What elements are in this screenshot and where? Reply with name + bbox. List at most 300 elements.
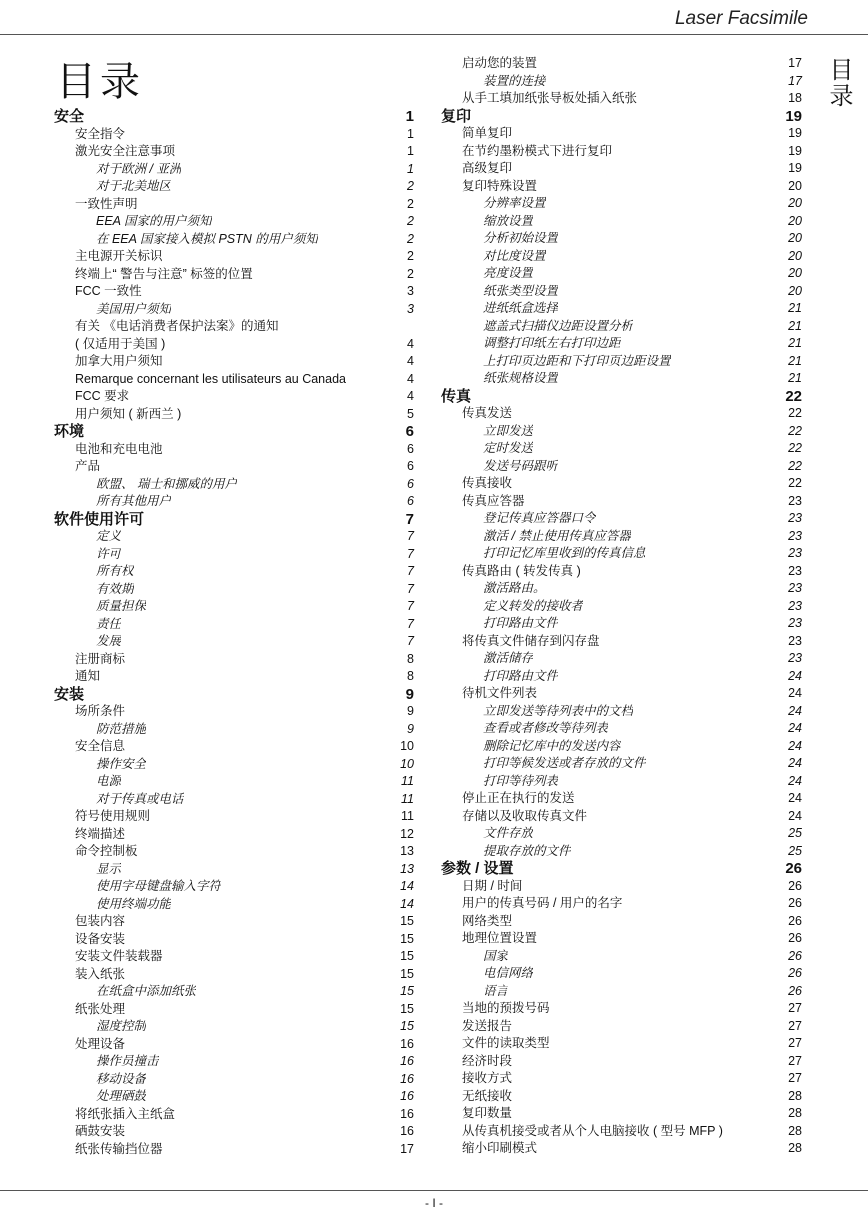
toc-entry-page: 24: [788, 773, 802, 788]
toc-entry[interactable]: [441, 143, 802, 161]
toc-entry-label: EEA 国家的用户须知: [96, 214, 212, 228]
toc-entry-label: 美国用户须知: [96, 301, 172, 316]
toc-entry-label: 查看或者修改等待列表: [483, 721, 609, 735]
toc-entry-label: 对比度设置: [483, 248, 546, 263]
toc-entry-page: 6: [407, 459, 414, 473]
toc-entry-page: 11: [401, 791, 414, 806]
toc-entry[interactable]: [54, 441, 414, 459]
toc-entry-page: 16: [400, 1036, 414, 1051]
toc-entry-label: 处理设备: [75, 1036, 126, 1051]
toc-entry-page: 19: [785, 107, 802, 125]
toc-entry-label: 装入纸张: [75, 966, 126, 981]
toc-entry-label: 电信网络: [483, 966, 534, 980]
toc-entry[interactable]: [441, 283, 802, 301]
side-tab: 目录: [825, 57, 853, 109]
toc-entry-page: 2: [407, 196, 414, 211]
toc-entry[interactable]: [441, 878, 802, 896]
toc-entry-label: 缩放设置: [483, 213, 534, 228]
toc-entry-label: 质量担保: [96, 599, 147, 613]
toc-entry-label: 传真应答器: [462, 493, 525, 508]
toc-entry-label: 对于欧洲 / 亚洲: [96, 161, 182, 176]
toc-entry-page: 28: [788, 1088, 802, 1103]
toc-entry-page: 16: [400, 1089, 414, 1103]
toc-entry[interactable]: [54, 843, 414, 861]
toc-entry[interactable]: [54, 668, 414, 686]
toc-entry[interactable]: [441, 1053, 802, 1071]
toc-entry[interactable]: [441, 248, 802, 266]
toc-entry[interactable]: [54, 808, 414, 826]
toc-entry-label: 当地的预拨号码: [462, 1001, 550, 1015]
toc-entry-label: 在纸盒中添加纸张: [96, 984, 197, 998]
toc-entry-page: 16: [400, 1071, 414, 1086]
toc-entry[interactable]: [54, 283, 414, 301]
toc-entry-label: 加拿大用户须知: [75, 354, 163, 368]
toc-entry[interactable]: [54, 231, 414, 249]
toc-entry-label: 文件的读取类型: [462, 1036, 550, 1050]
toc-entry-label: 用户须知 ( 新西兰 ): [75, 406, 182, 421]
toc-entry[interactable]: [54, 213, 414, 231]
toc-entry-page: 23: [788, 563, 802, 578]
toc-entry-page: 4: [407, 336, 414, 351]
toc-entry[interactable]: [54, 948, 414, 966]
toc-entry[interactable]: [441, 125, 802, 143]
toc-entry[interactable]: [54, 1036, 414, 1054]
toc-entry[interactable]: [441, 318, 802, 336]
toc-entry[interactable]: [54, 1018, 414, 1036]
toc-entry[interactable]: [441, 983, 802, 1001]
toc-entry[interactable]: [54, 1001, 414, 1019]
toc-entry-page: 20: [788, 231, 802, 245]
toc-entry-label: 待机文件列表: [462, 686, 538, 700]
toc-entry[interactable]: [441, 493, 802, 511]
toc-entry[interactable]: [441, 213, 802, 231]
toc-entry[interactable]: [441, 230, 802, 248]
toc-entry[interactable]: [54, 336, 414, 354]
toc-entry-page: 2: [407, 231, 414, 246]
toc-entry-page: 26: [788, 983, 802, 998]
toc-entry-label: 启动您的装置: [462, 56, 538, 70]
toc-entry-page: 26: [788, 878, 802, 893]
toc-entry-label: 提取存放的文件: [483, 843, 571, 858]
toc-entry-page: 23: [788, 616, 802, 630]
toc-entry[interactable]: [441, 703, 802, 721]
toc-entry-page: 24: [788, 721, 802, 735]
toc-entry[interactable]: [441, 965, 802, 983]
toc-entry[interactable]: [441, 685, 802, 703]
toc-entry-label: 传真接收: [462, 476, 513, 490]
toc-entry-page: 7: [407, 616, 414, 631]
toc-entry-label: 责任: [96, 616, 122, 631]
toc-entry-page: 16: [400, 1106, 414, 1121]
toc-entry-label: 软件使用许可: [54, 510, 145, 528]
toc-entry[interactable]: [54, 878, 414, 896]
toc-entry[interactable]: [441, 458, 802, 476]
toc-entry[interactable]: [441, 440, 802, 458]
toc-entry-label: 删除记忆库中的发送内容: [483, 738, 621, 753]
toc-entry[interactable]: [54, 161, 414, 179]
toc-entry-label: 定时发送: [483, 441, 534, 455]
toc-entry-page: 2: [407, 266, 414, 281]
toc-entry[interactable]: [54, 1088, 414, 1106]
toc-entry[interactable]: [441, 1000, 802, 1018]
toc-entry-label: 国家: [483, 948, 509, 963]
toc-entry-label: 复印: [441, 107, 472, 125]
toc-entry[interactable]: [441, 930, 802, 948]
toc-entry[interactable]: [441, 615, 802, 633]
toc-entry[interactable]: [441, 913, 802, 931]
toc-entry-label: ( 仅适用于美国 ): [75, 336, 166, 351]
toc-entry-label: 安全信息: [75, 739, 126, 753]
toc-entry-page: 9: [407, 721, 414, 736]
toc-entry[interactable]: [441, 195, 802, 213]
toc-entry-page: 22: [788, 406, 802, 420]
toc-entry[interactable]: [54, 563, 414, 581]
toc-entry[interactable]: [441, 563, 802, 581]
toc-entry-page: 22: [788, 458, 802, 473]
toc-entry-label: 安全: [54, 108, 85, 125]
toc-entry-page: 23: [788, 598, 802, 613]
toc-entry[interactable]: [54, 721, 414, 739]
footer-divider: [0, 1190, 868, 1191]
toc-entry-label: 许可: [96, 546, 122, 561]
toc-entry-label: 纸张类型设置: [483, 283, 559, 298]
toc-section-heading[interactable]: [441, 108, 802, 126]
toc-entry-label: 立即发送等待列表中的文档: [483, 703, 634, 718]
toc-entry-label: 参数 / 设置: [441, 860, 514, 877]
toc-entry[interactable]: [441, 55, 802, 73]
toc-entry-page: 8: [407, 651, 414, 666]
toc-entry[interactable]: [441, 545, 802, 563]
toc-entry[interactable]: [54, 581, 414, 599]
toc-entry-label: 硒鼓安装: [75, 1124, 126, 1138]
toc-entry-page: 15: [400, 1019, 414, 1033]
toc-entry-page: 1: [407, 161, 414, 176]
toc-entry-page: 20: [788, 178, 802, 193]
toc-entry[interactable]: [441, 755, 802, 773]
toc-entry-label: 传真发送: [462, 406, 513, 420]
toc-entry[interactable]: [441, 773, 802, 791]
toc-entry[interactable]: [54, 266, 414, 284]
toc-entry-page: 24: [788, 686, 802, 700]
toc-entry-page: 25: [788, 843, 802, 858]
toc-entry-page: 24: [788, 668, 802, 683]
toc-entry[interactable]: [441, 895, 802, 913]
toc-entry-label: 对于北美地区: [96, 179, 172, 193]
toc-entry-label: 打印等候发送或者存放的文件: [483, 756, 646, 770]
toc-entry-page: 6: [405, 423, 414, 440]
toc-entry[interactable]: [54, 773, 414, 791]
toc-entry-page: 28: [788, 1123, 802, 1138]
toc-entry-page: 26: [788, 913, 802, 928]
toc-entry[interactable]: [54, 301, 414, 319]
toc-entry[interactable]: [54, 248, 414, 266]
toc-entry-page: 19: [788, 161, 802, 175]
toc-entry-label: 安装: [54, 685, 85, 703]
toc-entry-page: 21: [788, 336, 802, 350]
toc-entry[interactable]: [441, 843, 802, 861]
page-number: - I -: [425, 1196, 443, 1210]
toc-entry[interactable]: [441, 510, 802, 528]
toc-entry-label: FCC 要求: [75, 389, 130, 403]
toc-entry-label: 一致性声明: [75, 196, 138, 211]
toc-entry-label: 欧盟、 瑞士和挪威的用户: [96, 476, 237, 491]
toc-entry[interactable]: [441, 475, 802, 493]
toc-entry-label: 操作安全: [96, 756, 147, 771]
toc-entry-label: 对于传真或电话: [96, 791, 184, 806]
toc-entry[interactable]: [441, 423, 802, 441]
toc-entry-label: 亮度设置: [483, 266, 534, 280]
toc-entry-page: 4: [407, 354, 414, 368]
toc-section-heading[interactable]: [54, 423, 414, 441]
toc-entry-label: 发展: [96, 634, 122, 648]
toc-entry-label: 用户的传真号码 / 用户的名字: [462, 896, 623, 910]
toc-entry-page: 10: [400, 739, 414, 753]
toc-entry-label: 操作员撞击: [96, 1054, 159, 1068]
toc-entry-page: 13: [400, 861, 414, 876]
toc-entry[interactable]: [54, 756, 414, 774]
toc-entry[interactable]: [441, 650, 802, 668]
toc-entry[interactable]: [441, 1123, 802, 1141]
toc-entry-label: 所有其他用户: [96, 494, 172, 508]
toc-entry[interactable]: [441, 1035, 802, 1053]
toc-entry[interactable]: [441, 790, 802, 808]
toc-entry-label: 安全指令: [75, 126, 126, 141]
toc-entry-page: 15: [400, 914, 414, 928]
toc-entry[interactable]: [441, 405, 802, 423]
toc-entry-page: 20: [788, 266, 802, 280]
toc-entry-page: 10: [400, 756, 414, 771]
toc-entry[interactable]: [441, 335, 802, 353]
toc-entry[interactable]: [441, 825, 802, 843]
toc-entry-page: 15: [400, 1001, 414, 1016]
toc-entry-label: 停止正在执行的发送: [462, 791, 575, 805]
toc-entry[interactable]: [441, 178, 802, 196]
toc-entry[interactable]: [54, 126, 414, 144]
toc-entry[interactable]: [54, 528, 414, 546]
toc-entry-page: 14: [400, 896, 414, 911]
toc-section-heading[interactable]: [54, 511, 414, 529]
toc-entry[interactable]: [54, 458, 414, 476]
toc-entry[interactable]: [54, 703, 414, 721]
toc-entry-label: 打印路由文件: [483, 616, 559, 630]
page-title: 目录: [56, 59, 144, 105]
toc-entry[interactable]: [54, 371, 414, 389]
toc-entry-page: 7: [407, 529, 414, 543]
toc-entry-page: 27: [788, 1001, 802, 1015]
toc-entry-label: 定义转发的接收者: [483, 598, 584, 613]
toc-entry[interactable]: [441, 598, 802, 616]
toc-entry[interactable]: [441, 160, 802, 178]
toc-entry-label: Remarque concernant les utilisateurs au Canada: [75, 371, 346, 386]
toc-entry-page: 24: [788, 756, 802, 770]
toc-entry-label: 登记传真应答器口令: [483, 511, 596, 525]
toc-entry-label: 无纸接收: [462, 1088, 513, 1103]
toc-entry-page: 24: [788, 738, 802, 753]
toc-entry-page: 21: [788, 371, 802, 385]
toc-entry-page: 15: [400, 984, 414, 998]
toc-entry-label: 从传真机接受或者从个人电脑接收 ( 型号 MFP ): [462, 1123, 723, 1138]
toc-entry-page: 16: [400, 1124, 414, 1138]
toc-entry[interactable]: [54, 1053, 414, 1071]
toc-entry-label: 通知: [75, 669, 101, 683]
toc-entry-label: 遮盖式扫描仪边距设置分析: [483, 318, 634, 333]
toc-entry-label: 分析初始设置: [483, 231, 559, 245]
toc-entry-page: 1: [407, 126, 414, 141]
toc-entry[interactable]: [441, 73, 802, 91]
toc-entry-page: 22: [788, 423, 802, 438]
toc-entry[interactable]: [54, 388, 414, 406]
toc-entry[interactable]: [54, 1123, 414, 1141]
toc-entry-label: 激活储存: [483, 651, 534, 665]
toc-entry[interactable]: [54, 143, 414, 161]
toc-entry[interactable]: [54, 406, 414, 424]
toc-entry[interactable]: [54, 983, 414, 1001]
toc-entry[interactable]: [54, 353, 414, 371]
toc-entry[interactable]: [54, 913, 414, 931]
toc-section-heading[interactable]: [54, 108, 414, 126]
toc-entry[interactable]: [441, 300, 802, 318]
toc-entry[interactable]: [441, 1140, 802, 1158]
toc-entry-page: 18: [788, 91, 802, 105]
toc-entry-label: 发送报告: [462, 1018, 513, 1033]
toc-entry-page: 23: [788, 546, 802, 560]
toc-entry-page: 23: [788, 493, 802, 508]
toc-section-heading[interactable]: [441, 388, 802, 406]
toc-entry-page: 21: [788, 318, 802, 333]
toc-entry-page: 8: [407, 669, 414, 683]
toc-entry[interactable]: [441, 1070, 802, 1088]
toc-entry-page: 27: [788, 1053, 802, 1068]
toc-entry-label: 简单复印: [462, 126, 513, 140]
toc-entry-label: 在节约墨粉模式下进行复印: [462, 143, 613, 158]
toc-entry-page: 7: [407, 599, 414, 613]
toc-entry-page: 22: [788, 441, 802, 455]
toc-entry-label: 纸张传输挡位器: [75, 1141, 163, 1156]
toc-entry-page: 7: [407, 564, 414, 578]
toc-entry-page: 5: [407, 406, 414, 421]
toc-entry-label: 接收方式: [462, 1071, 513, 1085]
toc-entry-page: 26: [785, 860, 802, 877]
toc-entry[interactable]: [441, 1018, 802, 1036]
toc-entry-label: 将纸张插入主纸盒: [75, 1106, 176, 1121]
toc-entry-label: 湿度控制: [96, 1019, 147, 1033]
toc-entry[interactable]: [441, 1105, 802, 1123]
toc-entry[interactable]: [441, 1088, 802, 1106]
toc-entry[interactable]: [54, 896, 414, 914]
toc-entry-page: 12: [400, 826, 414, 841]
toc-entry[interactable]: [54, 738, 414, 756]
toc-entry-page: 26: [788, 966, 802, 980]
toc-entry[interactable]: [441, 265, 802, 283]
toc-entry[interactable]: [54, 791, 414, 809]
toc-entry-page: 17: [400, 1141, 414, 1156]
toc-entry-page: 1: [405, 108, 414, 125]
toc-entry-label: 高级复印: [462, 161, 513, 175]
toc-entry-page: 26: [788, 931, 802, 945]
toc-entry-label: 复印数量: [462, 1106, 513, 1120]
toc-entry[interactable]: [441, 528, 802, 546]
toc-entry-page: 7: [407, 634, 414, 648]
toc-entry[interactable]: [54, 178, 414, 196]
toc-entry[interactable]: [54, 196, 414, 214]
toc-entry-label: 使用终端功能: [96, 896, 172, 911]
toc-entry-label: 产品: [75, 459, 101, 473]
toc-entry[interactable]: [54, 651, 414, 669]
toc-entry-label: 语言: [483, 983, 509, 998]
toc-entry[interactable]: [54, 616, 414, 634]
toc-entry[interactable]: [441, 720, 802, 738]
toc-entry-page: 11: [401, 774, 414, 788]
toc-entry-page: 27: [788, 1071, 802, 1085]
toc-entry[interactable]: [54, 493, 414, 511]
toc-entry-page: 6: [407, 494, 414, 508]
toc-entry-page: 9: [407, 704, 414, 718]
toc-section-heading[interactable]: [441, 860, 802, 878]
toc-entry[interactable]: [441, 633, 802, 651]
toc-entry-label: 环境: [54, 423, 85, 440]
toc-entry[interactable]: [54, 546, 414, 564]
toc-entry-label: 激活 / 禁止使用传真应答器: [483, 528, 631, 543]
toc-entry[interactable]: [54, 1071, 414, 1089]
toc-entry-page: 17: [788, 56, 802, 70]
toc-entry[interactable]: [54, 826, 414, 844]
toc-entry[interactable]: [54, 1141, 414, 1159]
toc-entry-page: 20: [788, 213, 802, 228]
toc-entry[interactable]: [441, 370, 802, 388]
toc-entry[interactable]: [54, 633, 414, 651]
toc-entry-label: 打印等待列表: [483, 773, 559, 788]
toc-entry-label: 存储以及收取传真文件: [462, 808, 588, 823]
toc-entry-label: 设备安装: [75, 931, 126, 946]
toc-entry[interactable]: [54, 598, 414, 616]
toc-entry[interactable]: [54, 318, 414, 336]
toc-entry-label: 纸张处理: [75, 1001, 126, 1016]
toc-entry[interactable]: [441, 738, 802, 756]
toc-entry[interactable]: [441, 948, 802, 966]
toc-entry[interactable]: [54, 1106, 414, 1124]
toc-entry[interactable]: [54, 931, 414, 949]
toc-entry-label: 电池和充电电池: [75, 441, 163, 456]
toc-entry-page: 7: [407, 546, 414, 561]
toc-entry[interactable]: [441, 90, 802, 108]
toc-entry[interactable]: [441, 808, 802, 826]
toc-entry-page: 17: [788, 73, 802, 88]
toc-entry-label: 场所条件: [75, 704, 126, 718]
toc-entry-page: 7: [405, 510, 414, 528]
toc-entry-page: 23: [788, 581, 802, 595]
toc-entry[interactable]: [54, 476, 414, 494]
toc-entry-label: 防范措施: [96, 721, 147, 736]
toc-section-heading[interactable]: [54, 686, 414, 704]
toc-entry-page: 22: [785, 387, 802, 405]
toc-entry-page: 2: [407, 249, 414, 263]
toc-entry[interactable]: [441, 580, 802, 598]
toc-entry-label: 有效期: [96, 581, 134, 596]
toc-entry[interactable]: [441, 353, 802, 371]
toc-entry-page: 3: [407, 284, 414, 298]
toc-entry-page: 28: [788, 1141, 802, 1155]
toc-entry-label: 复印特殊设置: [462, 178, 538, 193]
toc-entry[interactable]: [54, 861, 414, 879]
toc-entry-label: FCC 一致性: [75, 284, 142, 298]
toc-entry-page: 4: [407, 371, 414, 386]
toc-entry[interactable]: [54, 966, 414, 984]
toc-entry-page: 3: [407, 301, 414, 316]
toc-entry-page: 28: [788, 1106, 802, 1120]
toc-entry-page: 15: [400, 949, 414, 963]
toc-entry[interactable]: [441, 668, 802, 686]
header-title: Laser Facsimile: [674, 8, 808, 29]
